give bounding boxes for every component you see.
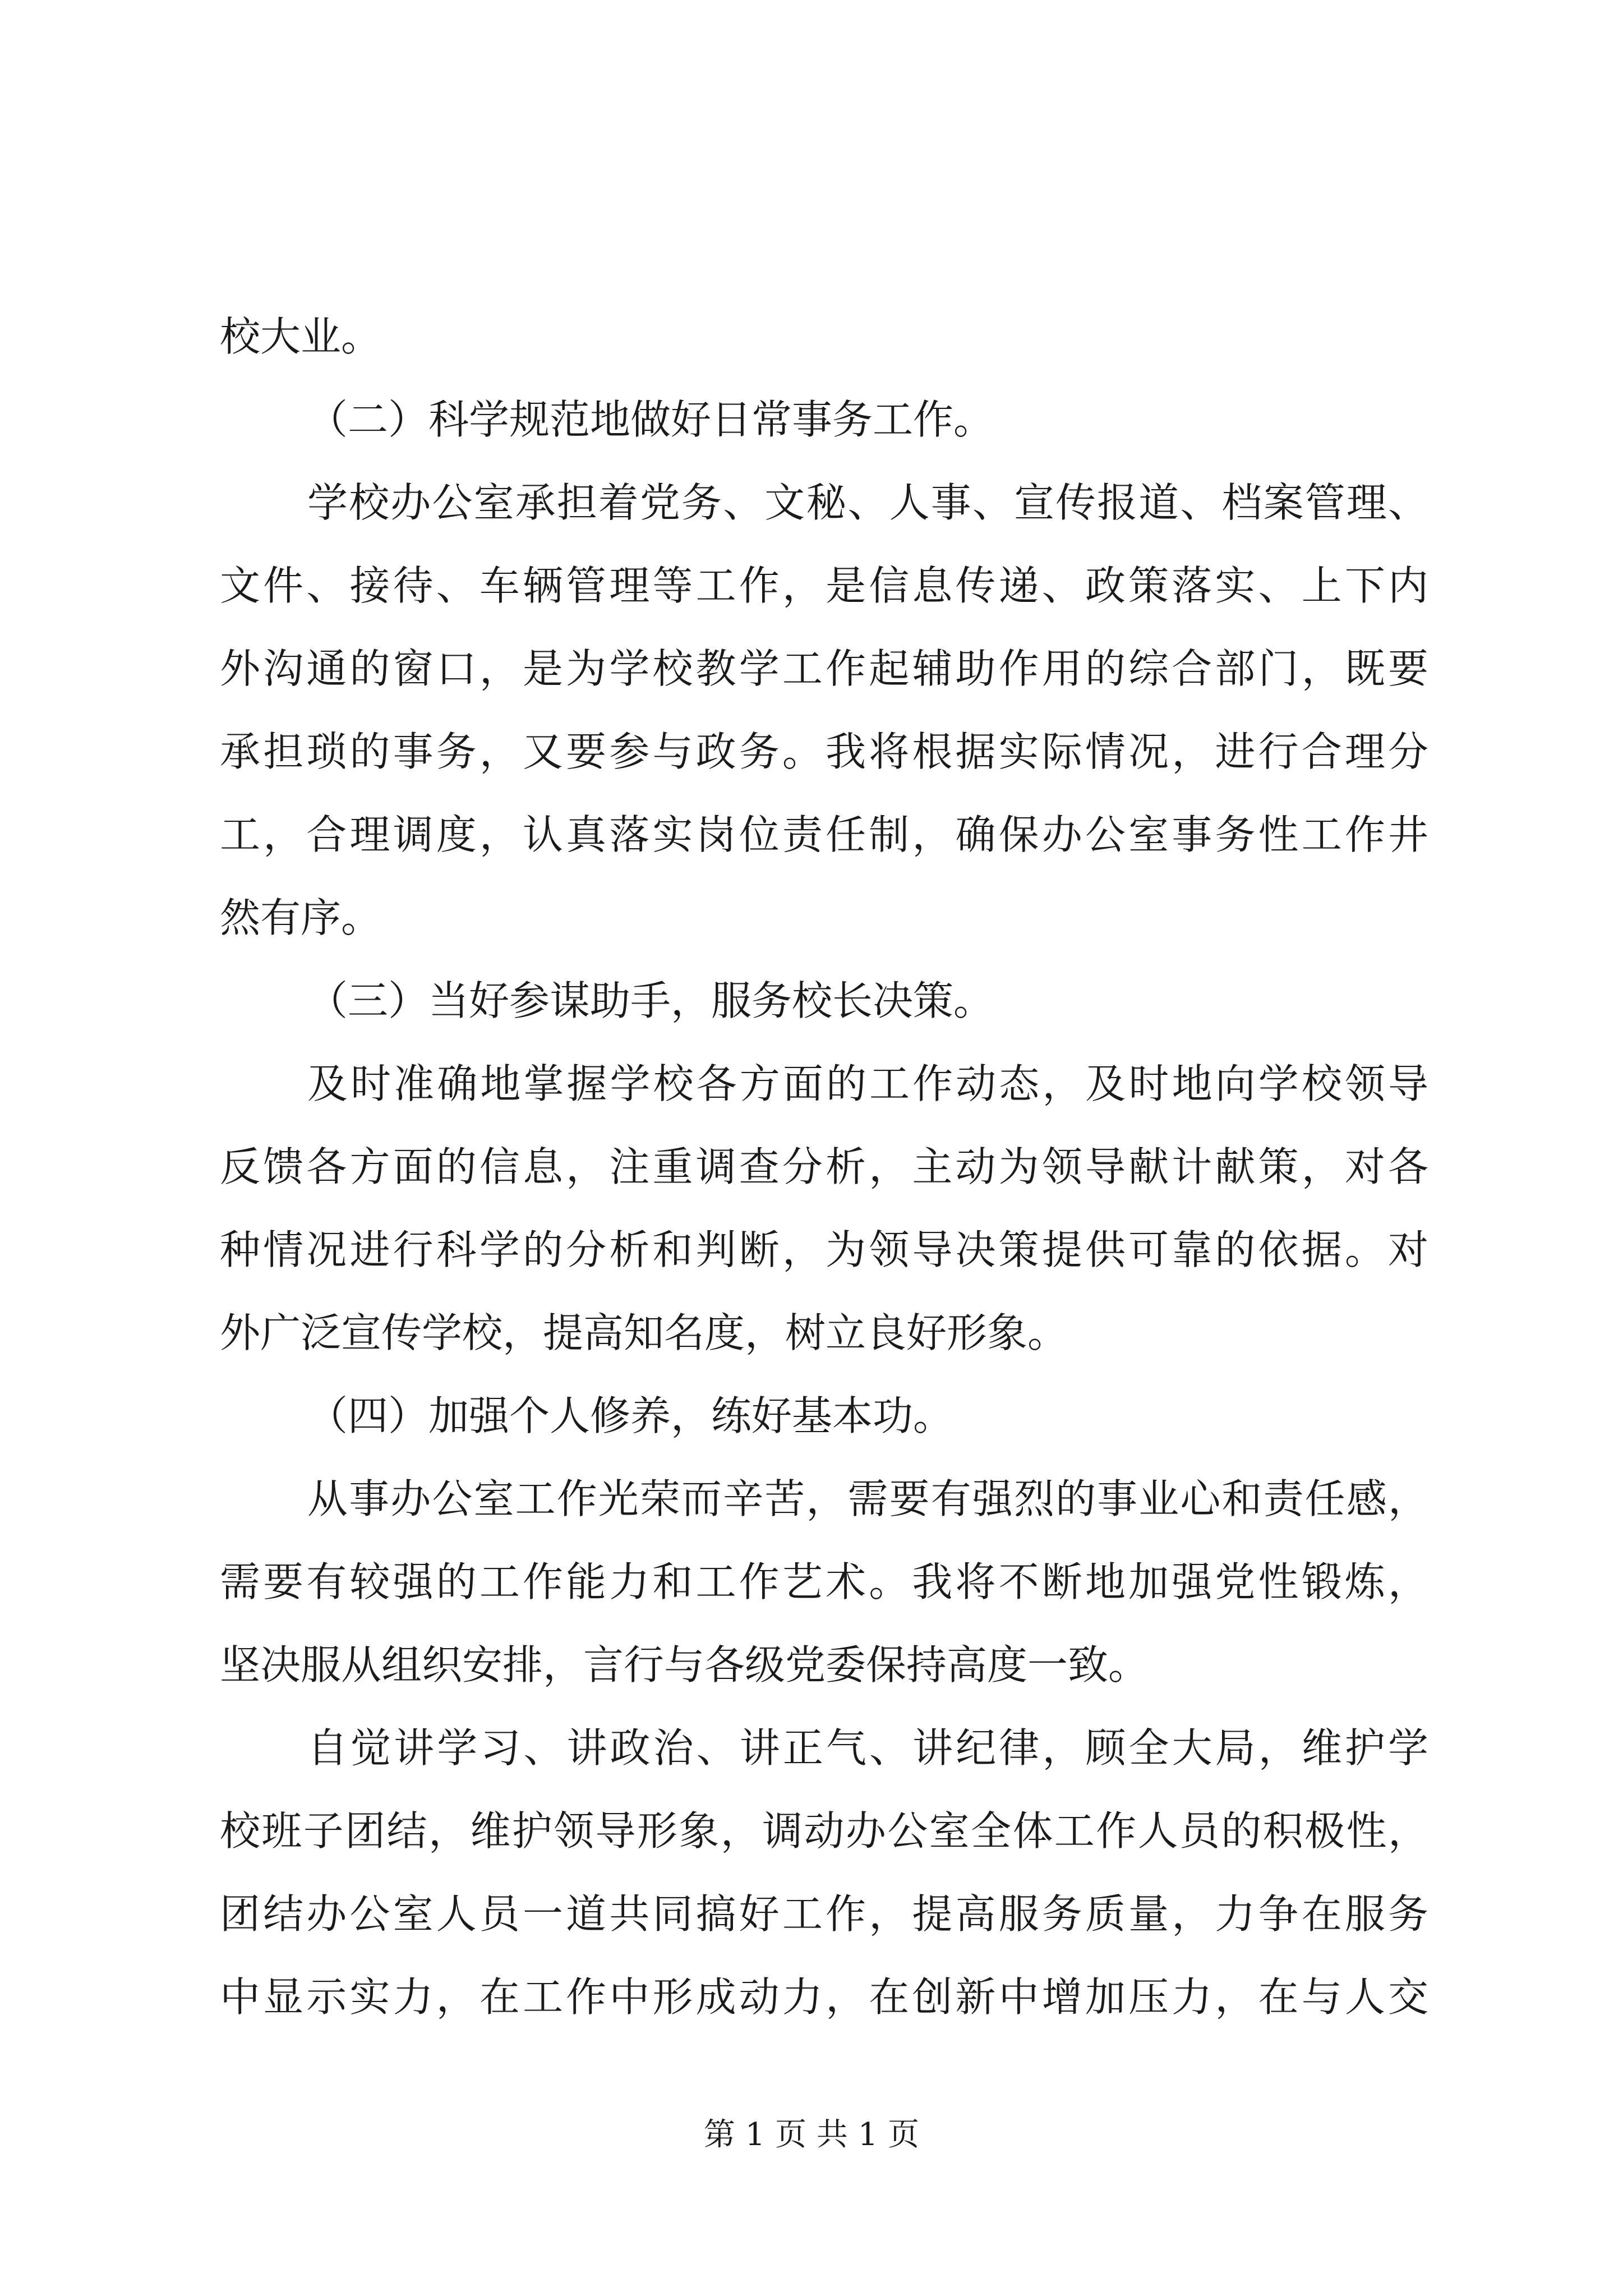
text-line: 种情况进行科学的分析和判断，为领导决策提供可靠的依据。对 <box>220 1226 1428 1273</box>
text-line: 及时准确地掌握学校各方面的工作动态，及时地向学校领导 <box>307 1060 1428 1107</box>
text-line: 中显示实力，在工作中形成动力，在创新中增加压力，在与人交 <box>220 1973 1428 2021</box>
text-line: 从事办公室工作光荣而辛苦，需要有强烈的事业心和责任感， <box>307 1475 1428 1522</box>
text-line: 承担琐的事务，又要参与政务。我将根据实际情况，进行合理分 <box>220 728 1428 775</box>
text-line: 学校办公室承担着党务、文秘、人事、宣传报道、档案管理、 <box>307 479 1428 526</box>
text-line: 校班子团结，维护领导形象，调动办公室全体工作人员的积极性， <box>220 1807 1428 1855</box>
text-line: 外沟通的窗口，是为学校教学工作起辅助作用的综合部门，既要 <box>220 645 1428 692</box>
section-heading: （二）科学规范地做好日常事务工作。 <box>307 396 994 443</box>
text-line: 外广泛宣传学校，提高知名度，树立良好形象。 <box>220 1309 1068 1356</box>
page-footer: 第 1 页 共 1 页 <box>703 2116 920 2153</box>
section-heading: （三）当好参谋助手，服务校长决策。 <box>307 977 994 1024</box>
text-line: 团结办公室人员一道共同搞好工作，提高服务质量，力争在服务 <box>220 1890 1428 1938</box>
text-line: 工，合理调度，认真落实岗位责任制，确保办公室事务性工作井 <box>220 811 1428 858</box>
text-line: 自觉讲学习、讲政治、讲正气、讲纪律，顾全大局，维护学 <box>307 1724 1428 1772</box>
text-line: 校大业。 <box>220 313 382 360</box>
text-line: 反馈各方面的信息，注重调查分析，主动为领导献计献策，对各 <box>220 1143 1428 1190</box>
section-heading: （四）加强个人修养，练好基本功。 <box>307 1392 954 1439</box>
text-line: 需要有较强的工作能力和工作艺术。我将不断地加强党性锻炼， <box>220 1558 1428 1605</box>
text-line: 文件、接待、车辆管理等工作，是信息传递、政策落实、上下内 <box>220 562 1428 609</box>
text-line: 然有序。 <box>220 894 382 941</box>
text-line: 坚决服从组织安排，言行与各级党委保持高度一致。 <box>220 1641 1149 1688</box>
